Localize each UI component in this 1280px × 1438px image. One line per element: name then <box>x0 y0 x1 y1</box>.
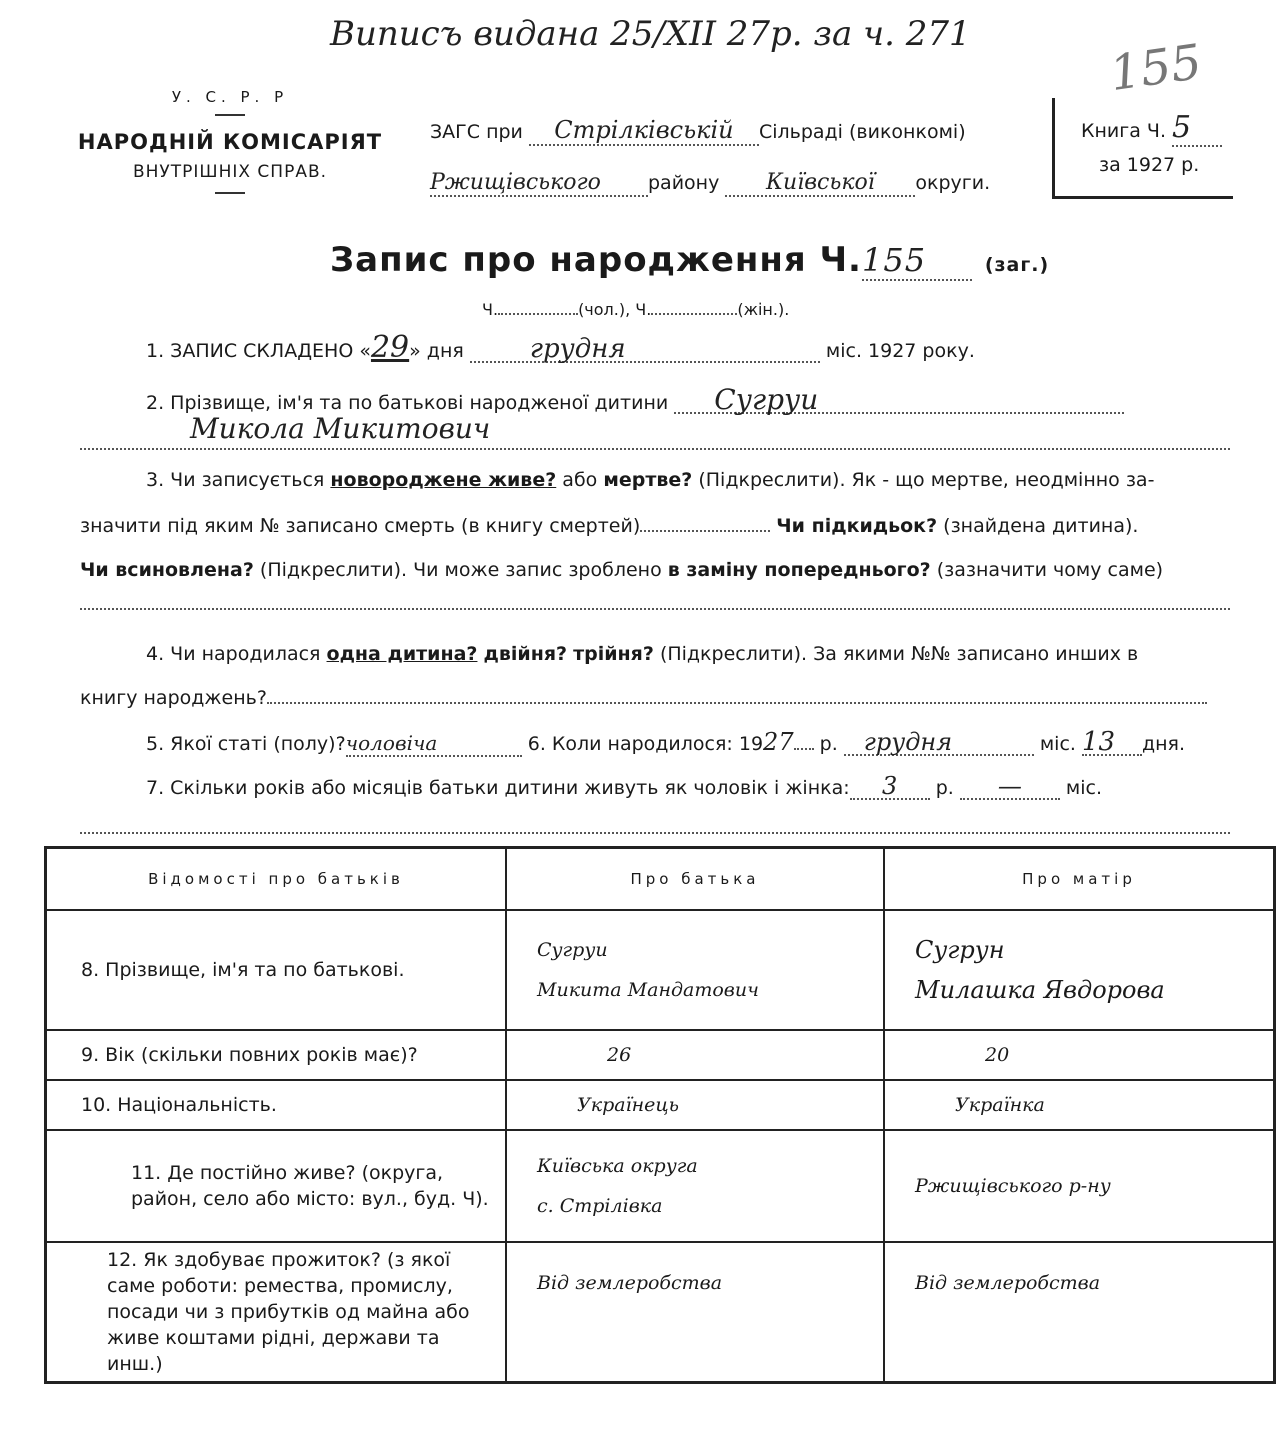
sub-ch-label: Ч. <box>482 300 499 319</box>
okrug-label: округи. <box>915 172 991 194</box>
col-header-info: Відомості про батьків <box>46 848 507 911</box>
record-title-text: Запис про народження Ч. <box>330 240 862 280</box>
row-label: 9. Вік (скільки повних років має)? <box>46 1030 507 1080</box>
district-label: району <box>648 172 720 194</box>
item5-label: 5. Якої статі (полу)? <box>146 733 346 755</box>
item-5-6 <box>146 727 1228 757</box>
sub-male-label: (чол.), Ч. <box>578 300 652 319</box>
council-label: Сільраді (виконкомі) <box>758 121 966 143</box>
book-box <box>1052 98 1233 199</box>
item7-years-suffix: р. <box>935 777 954 799</box>
item6-day: 13 <box>1082 730 1142 756</box>
item3-text: (знайдена дитина). <box>943 515 1139 537</box>
item7-rule <box>80 832 1230 834</box>
item-3-line-1 <box>146 468 1228 492</box>
village-name: Стрілківській <box>529 116 759 146</box>
item3-text: (Підкреслити). Чи може запис зроблено <box>259 559 662 581</box>
ussr-label: У. С. Р. Р <box>171 88 289 106</box>
table-row <box>46 1242 1275 1383</box>
item1-month: грудня <box>470 337 820 363</box>
father-residence: Київська округа с. Стрілівка <box>506 1130 884 1242</box>
record-number: 155 <box>862 241 972 281</box>
mother-residence: Ржищівського р-ну <box>884 1130 1275 1242</box>
item3-text: (Підкреслити). Як - що мертве, неодмінно за- <box>698 469 1155 491</box>
row-label: 8. Прізвище, ім'я та по батькові. <box>46 910 507 1030</box>
item6-month: грудня <box>844 730 1034 756</box>
top-handwritten-note: Виписъ видана 25/XII 27р. за ч. 271 <box>330 14 971 54</box>
item4-triplets-option: трійня? <box>573 643 654 665</box>
item3-replacement-option: в заміну попереднього? <box>667 559 931 581</box>
mother-occupation: Від землеробства <box>884 1242 1275 1383</box>
item6-year-suffix: р. <box>819 733 838 755</box>
district-line <box>430 170 990 197</box>
parents-table <box>44 846 1276 1384</box>
father-name: Сугруи Микита Мандатович <box>506 910 884 1030</box>
item3-alive-option: новороджене живе? <box>330 469 557 491</box>
item7-months: — <box>960 774 1060 800</box>
item-1 <box>146 330 1228 365</box>
item-3-line-3 <box>80 558 1228 582</box>
item6-year: 27 <box>763 728 794 756</box>
item7-months-suffix: міс. <box>1065 777 1103 799</box>
department-label: ВНУТРІШНІХ СПРАВ. <box>132 162 328 182</box>
issuer-header <box>60 88 400 194</box>
item3-text: значити під яким № записано смерть (в книгу смертей) <box>80 515 641 537</box>
item-7 <box>146 774 1228 800</box>
book-year: за 1927 р. <box>1099 154 1200 176</box>
item4-twins-option: двійня? <box>483 643 568 665</box>
item1-tail: міс. 1927 року. <box>825 340 975 362</box>
item4-text: 4. Чи народилася <box>146 643 321 665</box>
table-row <box>46 1130 1275 1242</box>
table-header-row <box>46 848 1275 911</box>
item3-text: (зазначити чому саме) <box>936 559 1164 581</box>
sub-female-label: (жін.). <box>737 300 790 319</box>
item3-text: 3. Чи записується <box>146 469 325 491</box>
book-label: Книга Ч. <box>1081 120 1166 142</box>
book-number-line <box>1081 110 1222 147</box>
table-row <box>46 910 1275 1030</box>
col-header-father: Про батька <box>506 848 884 911</box>
item5-sex: чоловіча <box>346 731 522 757</box>
district-name: Ржищівського <box>430 170 648 197</box>
divider <box>215 192 245 194</box>
corner-number: 155 <box>1106 33 1206 103</box>
item-4-line-1 <box>146 642 1228 666</box>
item2-label: 2. Прізвище, ім'я та по батькові народженої дитини <box>146 392 669 414</box>
item1-label: 1. ЗАПИС СКЛАДЕНО « <box>146 340 371 362</box>
item2-name: Микола Микитович <box>190 412 491 445</box>
item6-day-suffix: дня. <box>1142 733 1186 755</box>
okrug-name: Київської <box>725 170 915 197</box>
father-occupation: Від землеробства <box>506 1242 884 1383</box>
item3-foundling-option: Чи підкидьок? <box>776 515 938 537</box>
record-title-suffix: (заг.) <box>984 254 1050 276</box>
zags-line <box>430 116 966 146</box>
col-header-mother: Про матір <box>884 848 1275 911</box>
item-3-line-2 <box>80 514 1228 538</box>
table-row <box>46 1080 1275 1130</box>
item7-years: 3 <box>850 774 930 800</box>
item6-label: 6. Коли народилося: 19 <box>527 733 764 755</box>
row-label: 12. Як здобуває прожиток? (з якої саме роботи: ремества, промислу, посади чи з прибутків од майна або живе коштами рідні, держави та инш.) <box>46 1242 507 1383</box>
item-4-line-2 <box>80 686 1228 710</box>
item2-rule <box>80 448 1230 450</box>
row-label: 11. Де постійно живе? (округа, район, село або місто: вул., буд. Ч). <box>46 1130 507 1242</box>
item-2 <box>146 383 1228 416</box>
record-title <box>330 240 1049 281</box>
mother-age: 20 <box>884 1030 1275 1080</box>
item4-text: (Підкреслити). За якими №№ записано инших в <box>659 643 1139 665</box>
row-label: 10. Національність. <box>46 1080 507 1130</box>
record-subnumbers <box>482 300 789 319</box>
item6-month-suffix: міс. <box>1039 733 1076 755</box>
father-nationality: Українець <box>506 1080 884 1130</box>
mother-nationality: Українка <box>884 1080 1275 1130</box>
father-age: 26 <box>506 1030 884 1080</box>
item4-text: книгу народжень? <box>80 687 267 709</box>
zags-prefix: ЗАГС при <box>430 121 523 143</box>
item7-label: 7. Скільки років або місяців батьки дитини живуть як чоловік і жінка: <box>146 777 850 799</box>
item2-surname: Сугруи <box>674 388 1124 414</box>
item1-day: 29 <box>370 330 410 365</box>
item3-adopted-option: Чи всиновлена? <box>80 559 254 581</box>
book-number: 5 <box>1172 110 1222 147</box>
commissariat-label: НАРОДНІЙ КОМІСАРІЯТ <box>77 130 383 154</box>
item4-single-option: одна дитина? <box>326 643 478 665</box>
mother-name: Сугрун Милашка Явдорова <box>884 910 1275 1030</box>
item3-text: або <box>562 469 598 491</box>
table-row <box>46 1030 1275 1080</box>
item1-day-suffix: » дня <box>409 340 464 362</box>
item3-dead-option: мертве? <box>603 469 693 491</box>
divider <box>215 114 245 116</box>
item3-rule <box>80 608 1230 610</box>
